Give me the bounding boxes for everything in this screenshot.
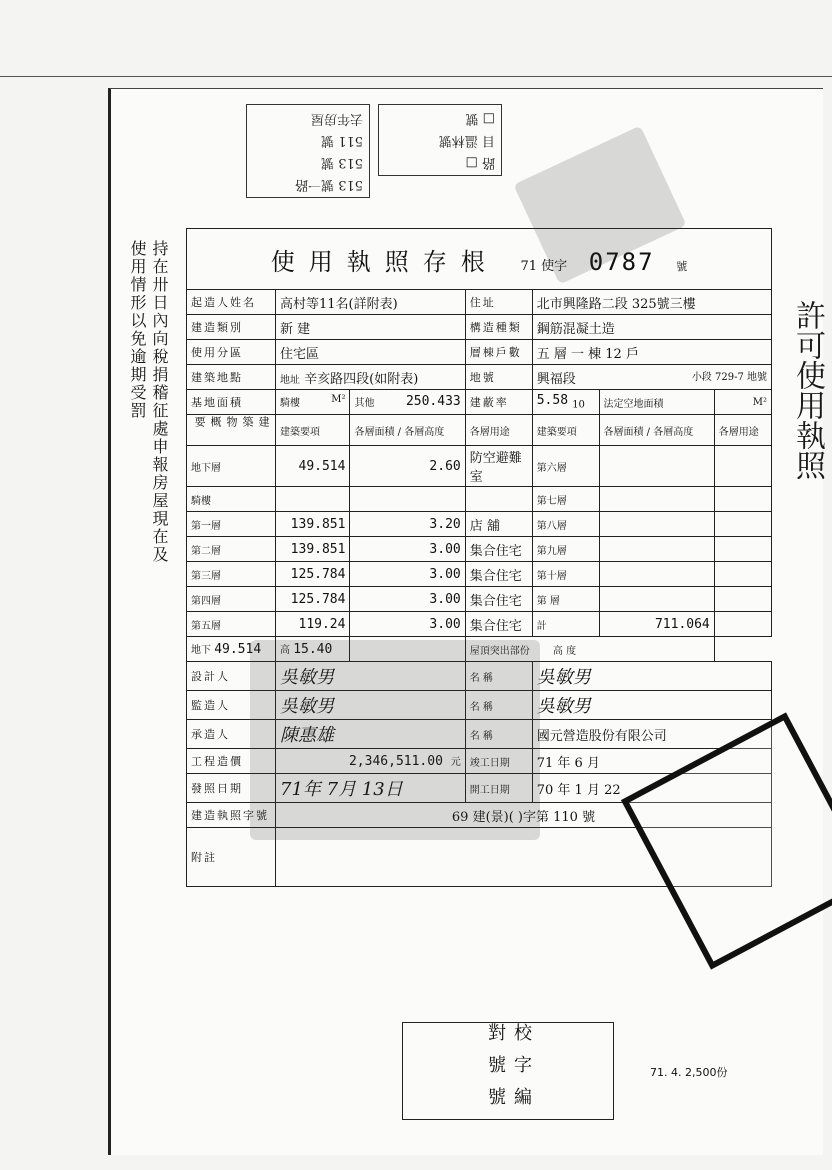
basement-value: 49.514 (214, 642, 262, 657)
floor-use-right (714, 446, 771, 487)
floor-height-left: 3.00 (350, 587, 465, 612)
address-label: 住址 (465, 290, 532, 315)
other-cell (350, 390, 465, 415)
type-label: 建造類別 (187, 315, 276, 340)
supervisor-value: 吳敏男 (276, 691, 466, 720)
floor-area-left (276, 487, 350, 512)
builder-value: 高村等11名(詳附表) (276, 290, 466, 315)
building-summary-label: 建築物概要 (187, 415, 276, 446)
floor-area-right (599, 487, 714, 512)
floor-row (187, 562, 772, 587)
side-notice: 持在卅日內向稅捐稽征處申報房屋現在及使用情形以免逾期受罰 (128, 240, 169, 564)
floor-area-left: 125.784 (276, 587, 350, 612)
floor-use-right (714, 562, 771, 587)
floor-area-right (599, 562, 714, 587)
cost-value: 2,346,511.00 (348, 754, 443, 769)
contractor-name-label: 名 稱 (465, 720, 532, 749)
floor-height-left: 3.00 (350, 562, 465, 587)
license-number: 0787 (588, 247, 655, 276)
number-label: 編號 (485, 1087, 532, 1105)
floor-height-left: 3.20 (350, 512, 465, 537)
floor-rows (187, 446, 772, 637)
arcade-cell (276, 390, 350, 415)
floor-name-right: 第八層 (532, 512, 599, 537)
floor-name-left: 地下層 (187, 446, 276, 487)
stamp-line: 513 號一路 (295, 177, 363, 192)
floor-height-left: 2.60 (350, 446, 465, 487)
zone-value: 住宅區 (276, 340, 466, 365)
supervisor-firm: 吳敏男 (532, 691, 771, 720)
col-item-right: 建築要項 (532, 415, 599, 446)
roof-label: 屋頂突出部份 (469, 645, 530, 657)
col-area-height-right: 各層面積 / 各層高度 (599, 415, 714, 446)
floor-area-left: 139.851 (276, 537, 350, 562)
floor-row (187, 487, 772, 512)
floor-row (187, 446, 772, 487)
address-value: 北市興隆路二段 325號三樓 (532, 290, 771, 315)
stamp-line: 去年房屋 (310, 111, 363, 126)
contractor-value: 陳惠雄 (276, 720, 466, 749)
builder-label: 起造人姓名 (187, 290, 276, 315)
floor-use-right (714, 487, 771, 512)
top-rule (0, 76, 832, 77)
permit-value: 69 建(景)( )字第 110 號 (276, 803, 772, 828)
floor-name-left: 第二層 (187, 537, 276, 562)
floor-area-right (599, 537, 714, 562)
floor-name-right: 第六層 (532, 446, 599, 487)
col-item-left: 建築要項 (276, 415, 350, 446)
designer-name-label: 名 稱 (465, 662, 532, 691)
ink-smudge (250, 640, 540, 840)
issue-label: 發照日期 (187, 774, 276, 803)
floor-use-left: 集合住宅 (465, 537, 532, 562)
supervisor-label: 監造人 (187, 691, 276, 720)
coverage-unit: 10 (572, 399, 585, 411)
structure-label: 構造種類 (465, 315, 532, 340)
lot-value: 興福段 (536, 371, 576, 387)
permit-label: 建造執照字號 (187, 803, 276, 828)
coverage-label: 建蔽率 (465, 390, 532, 415)
completed-label: 竣工日期 (465, 749, 532, 774)
floor-area-right: 711.064 (599, 612, 714, 637)
note-label: 附註 (187, 828, 276, 887)
floor-name-left: 第三層 (187, 562, 276, 587)
col-use-right: 各層用途 (714, 415, 771, 446)
verification-box (402, 1022, 614, 1120)
col-area-height-left: 各層面積 / 各層高度 (350, 415, 465, 446)
col-area-left: 各層面積 (354, 426, 395, 438)
license-suffix: 號 (676, 259, 688, 273)
lot-small: 小段 729-7 地號 (691, 371, 767, 383)
zone-label: 使用分區 (187, 340, 276, 365)
col-height-right: 各層高度 (653, 426, 694, 438)
other-value: 250.433 (405, 394, 461, 409)
lot-value-cell (532, 365, 771, 390)
type-value: 新 建 (276, 315, 466, 340)
floor-area-left: 139.851 (276, 512, 350, 537)
stamp-line: 路 □ (465, 155, 495, 170)
m2-unit: M² (331, 394, 346, 405)
site-value-cell (276, 365, 466, 390)
stamp-line: □ 號 (465, 111, 495, 126)
area-label: 基地面積 (187, 390, 276, 415)
floor-name-right: 第九層 (532, 537, 599, 562)
floor-use-left: 防空避難室 (465, 446, 532, 487)
arcade-label: 騎樓 (280, 398, 300, 409)
print-note: 71. 4. 2,500份 (650, 1066, 728, 1079)
floor-row (187, 512, 772, 537)
other-label: 其他 (354, 398, 375, 409)
height-label: 高 (280, 645, 290, 656)
coverage-cell (532, 390, 599, 415)
issue-value: 71年 7月 13日 (276, 774, 466, 803)
floor-height-left (350, 487, 465, 512)
degree-label: 高 度 (552, 645, 577, 657)
floor-use-right (714, 587, 771, 612)
completed-value: 71 年 6 月 (532, 749, 771, 774)
top-left-stamp (246, 104, 370, 198)
designer-value: 吳敏男 (276, 662, 466, 691)
floor-height-left: 3.00 (350, 537, 465, 562)
serial-label: 字號 (485, 1055, 532, 1073)
license-prefix: 71 使字 (520, 258, 568, 274)
start-label: 開工日期 (465, 774, 532, 803)
col-height-left: 各層高度 (404, 426, 445, 438)
coverage-value: 5.58 (536, 393, 569, 409)
floor-area-left: 119.24 (276, 612, 350, 637)
structure-value: 鋼筋混凝土造 (532, 315, 771, 340)
floor-area-right (599, 446, 714, 487)
legal-m2: M² (714, 390, 771, 415)
designer-firm: 吳敏男 (532, 662, 771, 691)
legal-label: 法定空地面積 (599, 390, 714, 415)
floor-use-right (714, 512, 771, 537)
floor-use-left: 集合住宅 (465, 612, 532, 637)
lot-label: 地號 (465, 365, 532, 390)
stamp-line: 目 溫林號 (438, 133, 495, 148)
contractor-label: 承造人 (187, 720, 276, 749)
floors-label: 層棟戶數 (465, 340, 532, 365)
floor-name-right: 第七層 (532, 487, 599, 512)
floor-area-right (599, 587, 714, 612)
floor-area-right (599, 512, 714, 537)
height-value: 15.40 (293, 642, 333, 657)
top-middle-stamp (378, 104, 502, 176)
cost-label: 工程造價 (187, 749, 276, 774)
basement-label: 地下 (191, 645, 211, 656)
floor-area-left: 125.784 (276, 562, 350, 587)
verify-label: 校對 (485, 1023, 532, 1041)
stamp-line: 511 號 (321, 133, 363, 148)
floors-value: 五 層 一 棟 12 戶 (532, 340, 771, 365)
col-use-left: 各層用途 (465, 415, 532, 446)
floor-use-right (714, 537, 771, 562)
floor-row (187, 537, 772, 562)
floor-use-left: 集合住宅 (465, 562, 532, 587)
floor-use-left: 店 舖 (465, 512, 532, 537)
floor-name-left: 第五層 (187, 612, 276, 637)
start-value: 70 年 1 月 22 (532, 774, 771, 803)
contractor-firm: 國元營造股份有限公司 (532, 720, 771, 749)
site-value: 辛亥路四段(如附表) (304, 371, 419, 387)
site-sub-label: 地址 (280, 374, 300, 386)
designer-label: 設計人 (187, 662, 276, 691)
site-label: 建築地點 (187, 365, 276, 390)
floor-use-left (465, 487, 532, 512)
floor-use-left: 集合住宅 (465, 587, 532, 612)
cost-unit: 元 (450, 757, 461, 768)
right-margin-writing: 許可使用執照 (790, 300, 825, 480)
floor-name-right: 第 層 (532, 587, 599, 612)
floor-height-left: 3.00 (350, 612, 465, 637)
col-area-right: 各層面積 (603, 426, 644, 438)
floor-name-left: 第一層 (187, 512, 276, 537)
supervisor-name-label: 名 稱 (465, 691, 532, 720)
form-title-cell (187, 229, 772, 290)
floor-name-right: 第十層 (532, 562, 599, 587)
form-title: 使用執照存根 (270, 247, 499, 276)
floor-name-left: 騎樓 (187, 487, 276, 512)
floor-area-left: 49.514 (276, 446, 350, 487)
floor-row (187, 587, 772, 612)
floor-use-right (714, 612, 771, 637)
floor-name-right: 計 (532, 612, 599, 637)
floor-name-left: 第四層 (187, 587, 276, 612)
stamp-line: 513 號 (321, 155, 363, 170)
floor-row (187, 612, 772, 637)
